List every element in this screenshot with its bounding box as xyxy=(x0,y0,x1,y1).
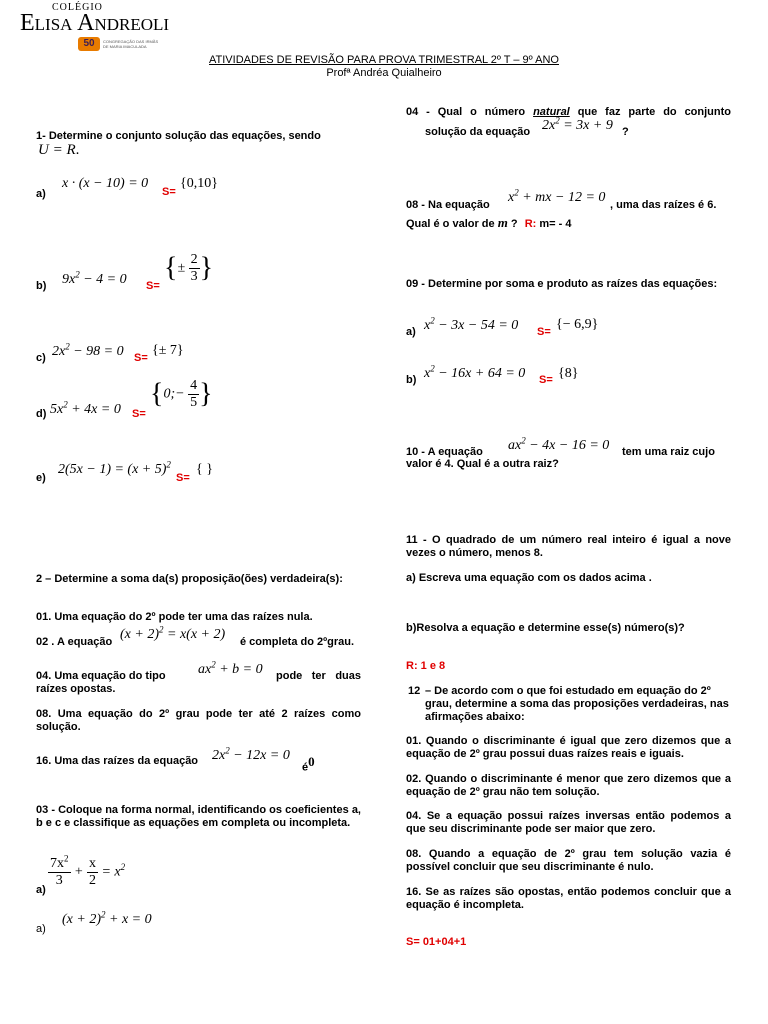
q9-b-label: b) xyxy=(406,374,417,386)
q1e-label: e) xyxy=(36,472,46,484)
q1-prompt: 1- Determine o conjunto solução das equações, sendo xyxy=(36,130,321,142)
q3-a-equation: $\frac{7x^2}{3}$ + $\frac{x}{2}$ = $x^2$ xyxy=(50,853,126,888)
q3-b-label: a) xyxy=(36,923,46,935)
q9-a-equation: $x^2 - 3x - 54 = 0$ xyxy=(424,315,519,333)
logo-emblem: 50 xyxy=(78,37,100,51)
q4-natural: natural xyxy=(533,106,570,118)
q2-p04-b-text: pode ter duas raízes opostas. xyxy=(36,670,361,695)
q3-b-equation: $(x + 2)^2 + x = 0$ xyxy=(62,909,152,927)
q1b-equation: $9x^2 - 4 = 0$ xyxy=(62,269,127,287)
q8-c: Qual é o valor de m ? R: m= - 4 xyxy=(406,215,572,230)
q12-p08: 08. Quando a equação de 2º grau tem solução vazia é possível concluir que seu discriminante é nulo. xyxy=(406,848,731,873)
q1c-ans: {± 7} xyxy=(152,343,184,358)
q8-d: ? xyxy=(510,218,518,230)
q12-num: 12 xyxy=(408,685,421,697)
q2-p04-a: 04. Uma equação do tipo xyxy=(36,670,166,682)
q2-p08: 08. Uma equação do 2º grau pode ter até 2 raízes como solução. xyxy=(36,708,361,733)
q1d-equation: $5x^2 + 4x = 0$ xyxy=(50,399,121,417)
q2-p16-b-text: é xyxy=(302,761,309,774)
q1b-label: b) xyxy=(36,280,47,292)
q4-prompt-c: solução da equação xyxy=(425,126,531,138)
q9-b-equation: $x^2 - 16x + 64 = 0$ xyxy=(424,363,526,381)
q4-prompt-a: 04 - Qual o número xyxy=(406,106,526,118)
q1b-ans-label: S= xyxy=(146,280,160,292)
q11-a: a) Escreva uma equação com os dados acima . xyxy=(406,572,652,584)
q1e-ans: { } xyxy=(196,462,213,477)
q1d-ans-label: S= xyxy=(132,408,146,420)
q9-b-ans-label: S= xyxy=(539,374,553,386)
q9-prompt: 09 - Determine por soma e produto as raízes das equações: xyxy=(406,278,718,290)
q8-c-text: Qual é o valor de xyxy=(406,218,495,230)
q10-equation: $ax^2 - 4x - 16 = 0$ xyxy=(508,435,610,453)
q8-equation: $x^2$ + mx − 12 = 0 xyxy=(508,187,606,205)
q2-p04-b xyxy=(36,670,361,696)
q2-p04-eq: $ax^2 + b = 0$ xyxy=(198,659,263,677)
q1e-ans-label: S= xyxy=(176,472,190,484)
q1a-ans-label: S= xyxy=(162,186,176,198)
q9-a-label: a) xyxy=(406,326,416,338)
logo-small-text: COLÉGIO xyxy=(52,2,103,13)
q1d-label: d) xyxy=(36,408,47,420)
logo-school-name: Elisa Andreoli xyxy=(20,10,170,36)
q3-prompt: 03 - Coloque na forma normal, identificando os coeficientes a, b e c e classifique as equações em completa ou incompleta. xyxy=(36,804,361,829)
q4-prompt-d: ? xyxy=(622,126,629,138)
q1-universe: U = R. xyxy=(38,142,80,158)
q10-c: valor é 4. Qual é a outra raiz? xyxy=(406,458,559,470)
q4-prompt-b: que faz parte do conjunto xyxy=(577,106,732,118)
q9-a-ans: {− 6,9} xyxy=(556,317,599,332)
q1c-ans-label: S= xyxy=(134,352,148,364)
q12-ans: S= 01+04+1 xyxy=(406,936,467,948)
q10-b: tem uma raiz cujo xyxy=(622,446,715,458)
q12-p01: 01. Quando o discriminante é igual que zero dizemos que a equação de 2º grau possui duas raízes reais e iguais. xyxy=(406,735,731,760)
q2-p16-eq: $2x^2 - 12x = 0$ xyxy=(212,745,290,763)
q2-p16-b: é0 xyxy=(302,754,315,774)
q2-p02-eq: $(x + 2)^2 = x(x + 2)$ xyxy=(120,624,226,642)
q8-b: , uma das raízes é 6. xyxy=(610,199,717,211)
q1a-ans: {0,10} xyxy=(180,176,218,191)
q4-equation: $2x^2 = 3x + 9$ xyxy=(542,115,613,133)
school-logo xyxy=(20,2,180,54)
q1c-equation: $2x^2 - 98 = 0$ xyxy=(52,341,124,359)
q2-prompt: 2 – Determine a soma da(s) proposição(ões) verdadeira(s): xyxy=(36,573,343,585)
q2-p01: 01. Uma equação do 2º pode ter uma das raízes nula. xyxy=(36,611,313,623)
q11-prompt: 11 - O quadrado de um número real inteiro é igual a nove vezes o número, menos 8. xyxy=(406,534,731,559)
q1c-label: c) xyxy=(36,352,46,364)
q12-prompt: – De acordo com o que foi estudado em equação do 2º grau, determine a soma das proposições verdadeiras, nas afirmações abaixo: xyxy=(425,685,729,723)
logo-congregation: CONGREGAÇÃO DAS IRMÃS DE MARIA IMACULADA xyxy=(103,39,159,49)
q2-p02-a: 02 . A equação xyxy=(36,636,113,648)
q11-b: b)Resolva a equação e determine esse(s) número(s)? xyxy=(406,622,685,634)
q12-p04: 04. Se a equação possui raízes inversas então podemos a que seu discriminante pode ser maior que zero. xyxy=(406,810,731,835)
q1a-label: a) xyxy=(36,188,46,200)
q12-p16: 16. Se as raízes são opostas, então podemos concluir que a equação é incompleta. xyxy=(406,886,731,911)
q8-ans: m= - 4 xyxy=(539,218,572,230)
page-title: ATIVIDADES DE REVISÃO PARA PROVA TRIMESTRAL 2º T – 9º ANO xyxy=(209,54,559,66)
teacher-name: Profª Andréa Quialheiro xyxy=(326,67,442,79)
q1a-equation: x · (x − 10) = 0 xyxy=(62,176,149,191)
q1d-ans: {0;− $\frac{4}{5}$ } xyxy=(150,378,213,410)
q8-ans-label: R: xyxy=(524,218,537,230)
q2-p16-a: 16. Uma das raízes da equação xyxy=(36,755,199,767)
q1e-equation: $2(5x - 1) = (x + 5)^2$ xyxy=(58,459,171,477)
q11-ans: R: 1 e 8 xyxy=(406,660,446,672)
q9-b-ans: {8} xyxy=(558,366,579,381)
q8-a: 08 - Na equação xyxy=(406,199,490,211)
q10-a: 10 - A equação xyxy=(406,446,483,458)
q9-a-ans-label: S= xyxy=(537,326,551,338)
q12-p02: 02. Quando o discriminante é menor que zero dizemos que a equação de 2º grau não tem solução. xyxy=(406,773,731,798)
q2-p02-b: é completa do 2ºgrau. xyxy=(240,636,355,648)
q3-a-label: a) xyxy=(36,884,46,896)
q1b-ans: {± $\frac{2}{3}$ } xyxy=(164,252,214,284)
